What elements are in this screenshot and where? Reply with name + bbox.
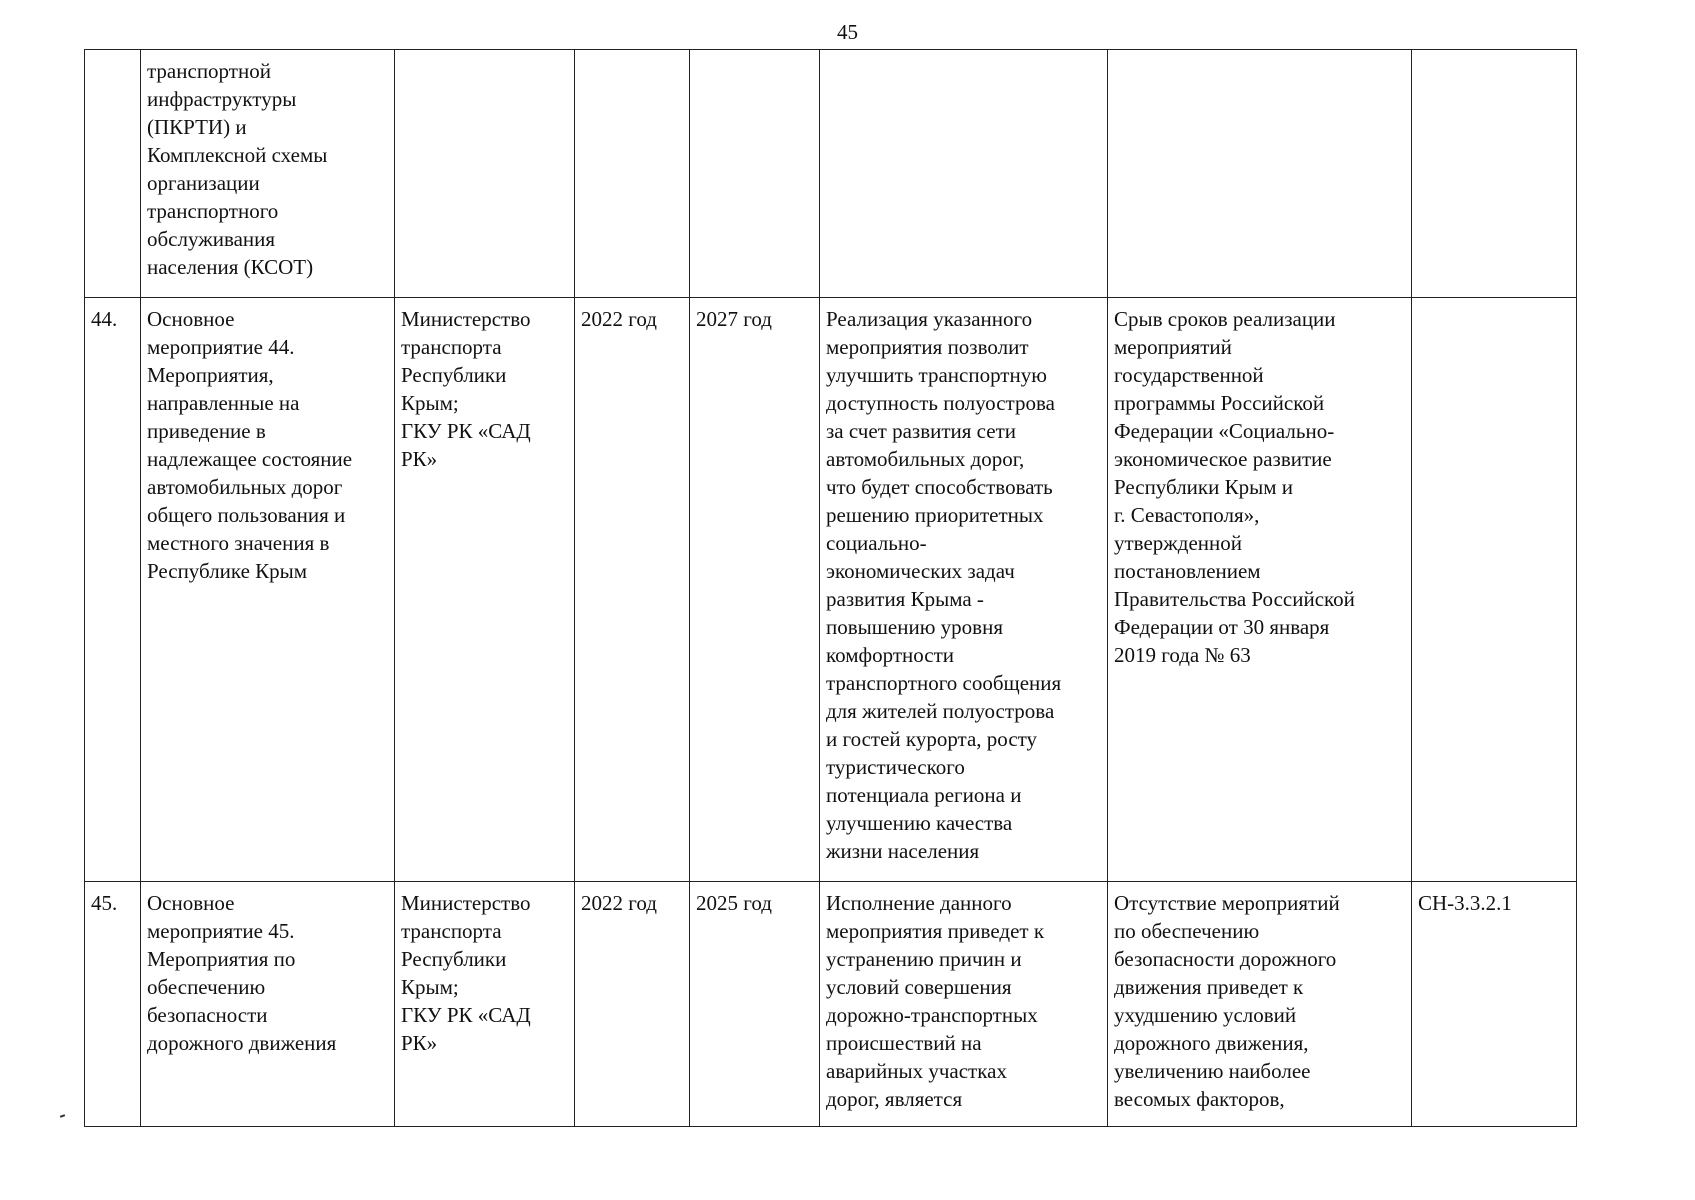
consequences-cell: Срыв сроков реализации мероприятий государственной программы Российской Федерации «Социально- экономическое развитие Республики Крым и г. Севастополя», утвержденной постановлением Правительства Российской Федерации от 30 января 2019 года № 63 xyxy=(1108,298,1412,882)
start-year-cell: 2022 год xyxy=(575,298,690,882)
executor-cell xyxy=(395,50,575,298)
expected-result-cell: Исполнение данного мероприятия приведет к устранению причин и условий совершения дорожно-транспортных происшествий на аварийных участках дорог, является xyxy=(820,882,1108,1127)
indicator-cell: СН-3.3.2.1 xyxy=(1412,882,1577,1127)
indicator-cell xyxy=(1412,298,1577,882)
row-number-cell: 44. xyxy=(85,298,141,882)
end-year-cell xyxy=(690,50,820,298)
end-year-cell: 2025 год xyxy=(690,882,820,1127)
event-name-cell: Основное мероприятие 45. Мероприятия по обеспечению безопасности дорожного движения xyxy=(141,882,395,1127)
event-name-cell: транспортной инфраструктуры (ПКРТИ) и Комплексной схемы организации транспортного обслуживания населения (КСОТ) xyxy=(141,50,395,298)
table-row xyxy=(85,50,1577,298)
end-year-cell: 2027 год xyxy=(690,298,820,882)
indicator-cell xyxy=(1412,50,1577,298)
event-name-cell: Основное мероприятие 44. Мероприятия, направленные на приведение в надлежащее состояние автомобильных дорог общего пользования и местного значения в Республике Крым xyxy=(141,298,395,882)
table-row xyxy=(85,298,1577,882)
scan-mark xyxy=(60,1114,65,1118)
page-number: 45 xyxy=(837,20,858,44)
row-number-cell xyxy=(85,50,141,298)
start-year-cell: 2022 год xyxy=(575,882,690,1127)
executor-cell: Министерство транспорта Республики Крым; ГКУ РК «САД РК» xyxy=(395,298,575,882)
row-number-cell: 45. xyxy=(85,882,141,1127)
executor-cell: Министерство транспорта Республики Крым; ГКУ РК «САД РК» xyxy=(395,882,575,1127)
start-year-cell xyxy=(575,50,690,298)
program-events-table xyxy=(84,49,1577,1127)
expected-result-cell xyxy=(820,50,1108,298)
consequences-cell: Отсутствие мероприятий по обеспечению безопасности дорожного движения приведет к ухудшению условий дорожного движения, увеличению наиболее весомых факторов, xyxy=(1108,882,1412,1127)
expected-result-cell: Реализация указанного мероприятия позволит улучшить транспортную доступность полуострова за счет развития сети автомобильных дорог, что будет способствовать решению приоритетных социально- экономических задач развития Крыма - повышению уровня комфортности транспортного сообщения для жителей полуострова и гостей курорта, росту туристического потенциала региона и улучшению качества жизни населения xyxy=(820,298,1108,882)
consequences-cell xyxy=(1108,50,1412,298)
table-row xyxy=(85,882,1577,1127)
